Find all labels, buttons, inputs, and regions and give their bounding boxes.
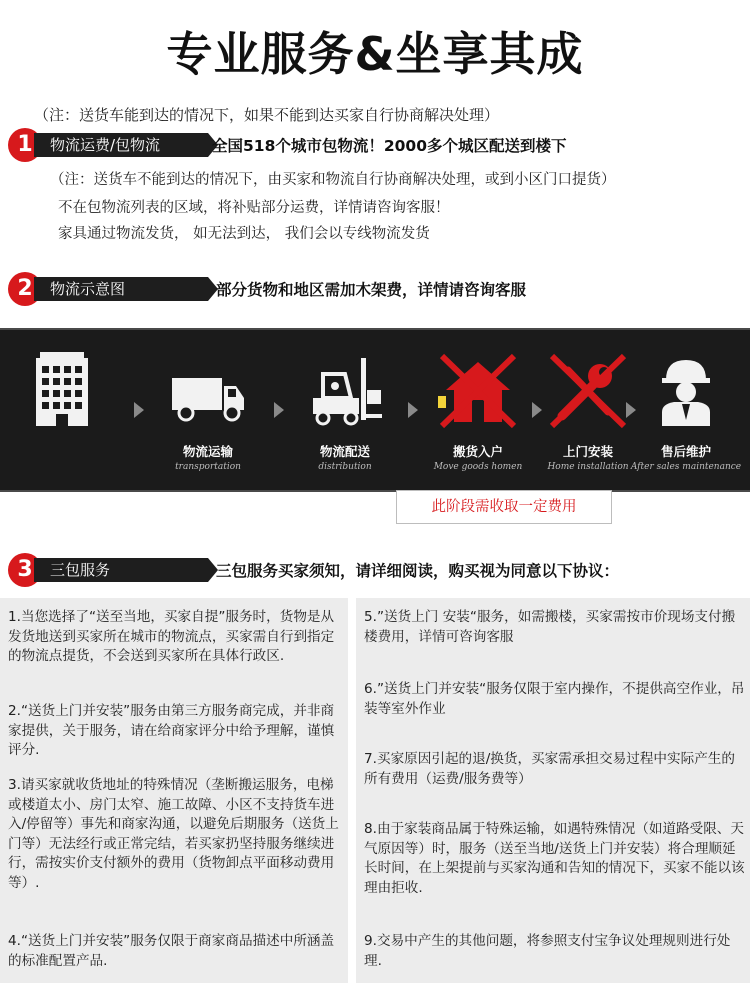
flow-step: [148, 330, 268, 490]
term-item: 8.由于家装商品属于特殊运输，如遇特殊情况（如道路受限、天气原因等）时，服务（送至当地/送货上门并安装）将合理顺延长时间，在上架提前与买家沟通和告知的情况下，买家不能以该理由拒收.: [364, 821, 745, 896]
forklift-icon: [305, 350, 385, 430]
section-1-desc: 全国518个城市包物流！2000多个城区配送到楼下: [212, 137, 567, 155]
section-1-line: 家具通过物流发货， 如无法到达， 我们会以专线物流发货: [58, 226, 430, 242]
truck-icon: [168, 350, 248, 430]
flow-step: [418, 330, 538, 490]
section-label: 物流示意图: [34, 277, 208, 301]
term-item: 7.买家原因引起的退/换货，买家需承担交易过程中实际产生的所有费用（运费/服务费等）: [364, 751, 735, 787]
term-item: 6.”送货上门并安装“服务仅限于室内操作，不提供高空作业，吊装等室外作业: [364, 681, 745, 717]
flow-step: [2, 330, 122, 490]
flow-step-en: Move goods homen: [433, 462, 523, 472]
tools-crossed-icon: [548, 350, 628, 430]
flow-step-en: After sales maintenance: [630, 462, 742, 472]
term-item: 3.请买家就收货地址的特殊情况（垄断搬运服务，电梯或楼道太小、房门太窄、施工故障、小区不支持货车进入/停留等）事先和商家沟通，以避免后期服务（送货上门等）无法经行或正常完结，若买家扔坚持服务继续进行，需按实价支付额外的费用（货物卸点平面移动费用等）.: [8, 777, 339, 891]
flow-step-label: 物流运输: [182, 444, 233, 459]
section-number-badge: 1: [8, 128, 42, 162]
flow-step-en: distribution: [318, 462, 372, 472]
fee-note: 此阶段需收取一定费用: [396, 490, 612, 524]
terms-right-column: [356, 598, 750, 983]
terms-left-column: [0, 598, 348, 983]
terms-columns: [0, 598, 750, 983]
page-title: 专业服务&坐享其成: [166, 27, 584, 81]
top-note: （注：送货车能到达的情况下，如果不能到达买家自行协商解决处理）: [34, 106, 500, 124]
flow-step-label: 物流配送: [319, 444, 370, 459]
section-number-badge: 3: [8, 553, 42, 587]
flow-step: [285, 330, 405, 490]
term-item: 9.交易中产生的其他问题，将参照支付宝争议处理规则进行处理.: [364, 933, 731, 969]
term-item: 1.当您选择了“送至当地，买家自提”服务时，货物是从发货地送到买家所在城市的物流点，买家需自行到指定的物流点提货，不会送到买家所在具体行政区.: [8, 609, 335, 664]
section-1-line: 不在包物流列表的区域，将补贴部分运费，详情请咨询客服！: [58, 200, 450, 216]
section-label: 三包服务: [34, 558, 208, 582]
worker-icon: [646, 350, 726, 430]
term-item: 5.”送货上门 安装“服务，如需搬楼，买家需按市价现场支付搬楼费用，详情可咨询客服: [364, 609, 736, 645]
flow-step-label: 搬货入户: [452, 444, 503, 459]
section-number-badge: 2: [8, 272, 42, 306]
section-label: 物流运费/包物流: [34, 133, 208, 157]
flow-step-label: 上门安装: [562, 444, 613, 459]
logistics-flow-strip: [0, 328, 750, 492]
section-2-desc: 部分货物和地区需加木架费，详情请咨询客服: [216, 281, 527, 299]
flow-step-en: Home installation: [547, 462, 629, 472]
section-1-line: （注：送货车不能到达的情况下，由买家和物流自行协商解决处理，或到小区门口提货）: [50, 172, 616, 188]
term-item: 2.“送货上门并安装”服务由第三方服务商完成，并非商家提供，关于服务，请在给商家评分中给予理解，谨慎评分.: [8, 703, 335, 758]
house-crossed-icon: [438, 350, 518, 430]
flow-step-label: 售后维护: [660, 444, 711, 459]
building-icon: [22, 350, 102, 430]
term-item: 4.“送货上门并安装”服务仅限于商家商品描述中所涵盖的标准配置产品.: [8, 933, 335, 969]
flow-step-en: transportation: [175, 462, 241, 472]
flow-step: [626, 330, 746, 490]
section-3-desc: 三包服务买家须知，请详细阅读，购买视为同意以下协议：: [216, 562, 620, 580]
